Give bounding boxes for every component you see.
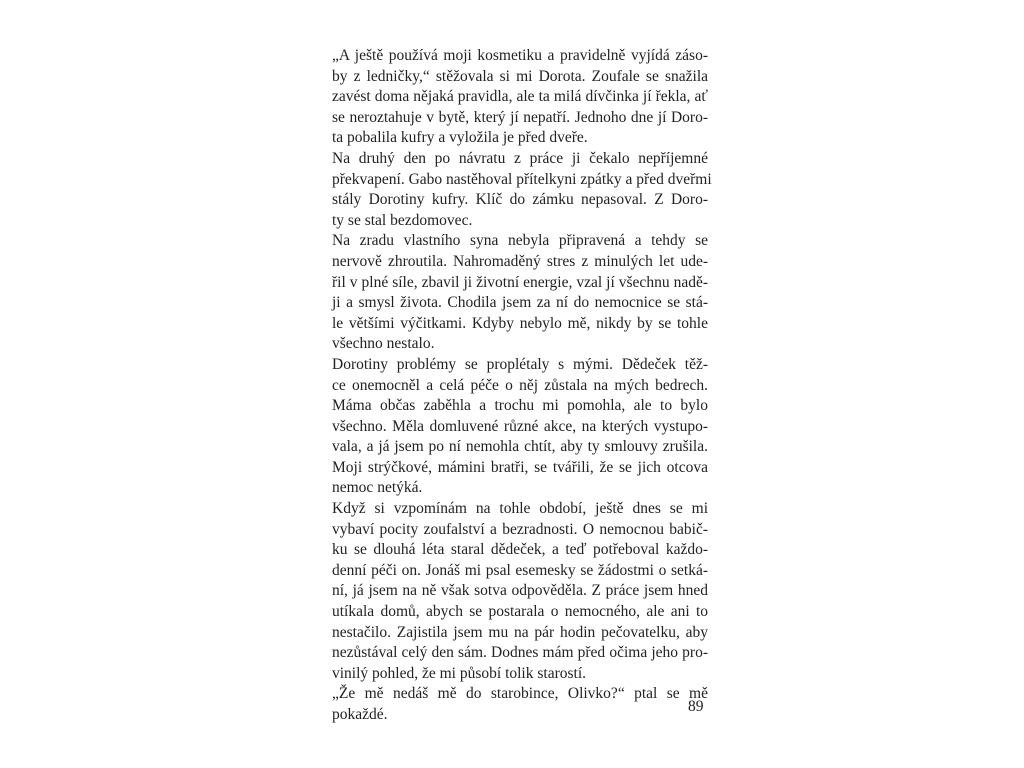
text-line: by z ledničky,“ stěžovala si mi Dorota. Zoufale se snažila (332, 67, 708, 85)
paragraph-5 (312, 499, 708, 684)
paragraph-4 (312, 355, 708, 499)
text-line: zavést doma nějaká pravidla, ale ta milá dívčinka jí řekla, ať (332, 88, 708, 106)
text-line: ta pobalila kufry a vyložila je před dveře. (332, 129, 588, 147)
text-line: pokaždé. (332, 706, 388, 723)
text-line: le většími výčitkami. Kdyby nebylo mě, nikdy by se tohle (332, 314, 708, 332)
text-line: utíkala domů, abych se postarala o nemocného, ale ani to (332, 603, 708, 621)
text-line: „Že mě nedáš mě do starobince, Olivko?“ ptal se mě (332, 685, 708, 703)
text-line: Máma občas zaběhla a trochu mi pomohla, ale to bylo (332, 397, 708, 415)
text-line: vala, a já jsem po ní nemohla chtít, aby ty smlouvy zrušila. (332, 438, 708, 456)
text-line: „A ještě používá moji kosmetiku a pravidelně vyjídá záso- (332, 47, 708, 64)
text-line: se neroztahuje v bytě, který jí nepatří. Jednoho dne jí Doro- (332, 108, 708, 126)
text-line: denní péči on. Jonáš mi psal esemesky se žádostmi o setká- (332, 561, 708, 579)
text-line: nemoc netýká. (332, 479, 423, 497)
text-line: Na zradu vlastního syna nebyla připravená a tehdy se (332, 232, 708, 250)
text-line: nezůstával celý den sám. Dodnes mám před očima jeho pro- (332, 644, 708, 662)
text-line: vinilý pohled, že mi působí tolik starostí. (332, 664, 587, 682)
text-line: ku se dlouhá léta staral dědeček, a teď potřeboval každo- (332, 541, 708, 559)
text-line: řil v plné síle, zbavil ji životní energie, vzal jí všechnu nadě- (332, 273, 708, 291)
page-number: 89 (688, 698, 704, 715)
text-line: ní, já jsem na ně však sotva odpověděla. Z práce jsem hned (332, 582, 708, 600)
text-line: překvapení. Gabo nastěhoval přítelkyni zpátky a před dveřmi (332, 170, 712, 188)
paragraph-2 (312, 149, 712, 231)
paragraph-6 (312, 684, 708, 725)
text-line: nervově zhroutila. Nahromaděný stres z minulých let ude- (332, 252, 708, 270)
text-line: ce onemocněl a celá péče o něj zůstala na mých bedrech. (332, 376, 708, 394)
text-line: Moji strýčkové, mámini bratři, se tvářili, že se jich otcova (332, 458, 708, 476)
text-line: ji a smysl života. Chodila jsem za ní do nemocnice se stá- (332, 294, 708, 312)
text-line: všechno. Měla domluvené různé akce, na kterých vystupo- (332, 417, 708, 435)
text-line: Když si vzpomínám na tohle období, ještě dnes se mi (332, 500, 708, 518)
text-line: Na druhý den po návratu z práce ji čekalo nepříjemné (332, 149, 708, 167)
text-line: nestačilo. Zajistila jsem mu na pár hodin pečovatelku, aby (332, 623, 708, 641)
body-text (312, 46, 712, 726)
text-line: ty se stal bezdomovec. (332, 211, 473, 229)
text-line: vybaví pocity zoufalství a bezradnosti. O nemocnou babič- (332, 520, 708, 538)
text-line: stály Dorotiny kufry. Klíč do zámku nepasoval. Z Doro- (332, 191, 708, 209)
text-line: Dorotiny problémy se proplétaly s mými. Dědeček těž- (332, 355, 708, 373)
paragraph-3 (312, 231, 708, 355)
paragraph-1 (312, 46, 708, 149)
text-line: všechno nestalo. (332, 335, 435, 353)
